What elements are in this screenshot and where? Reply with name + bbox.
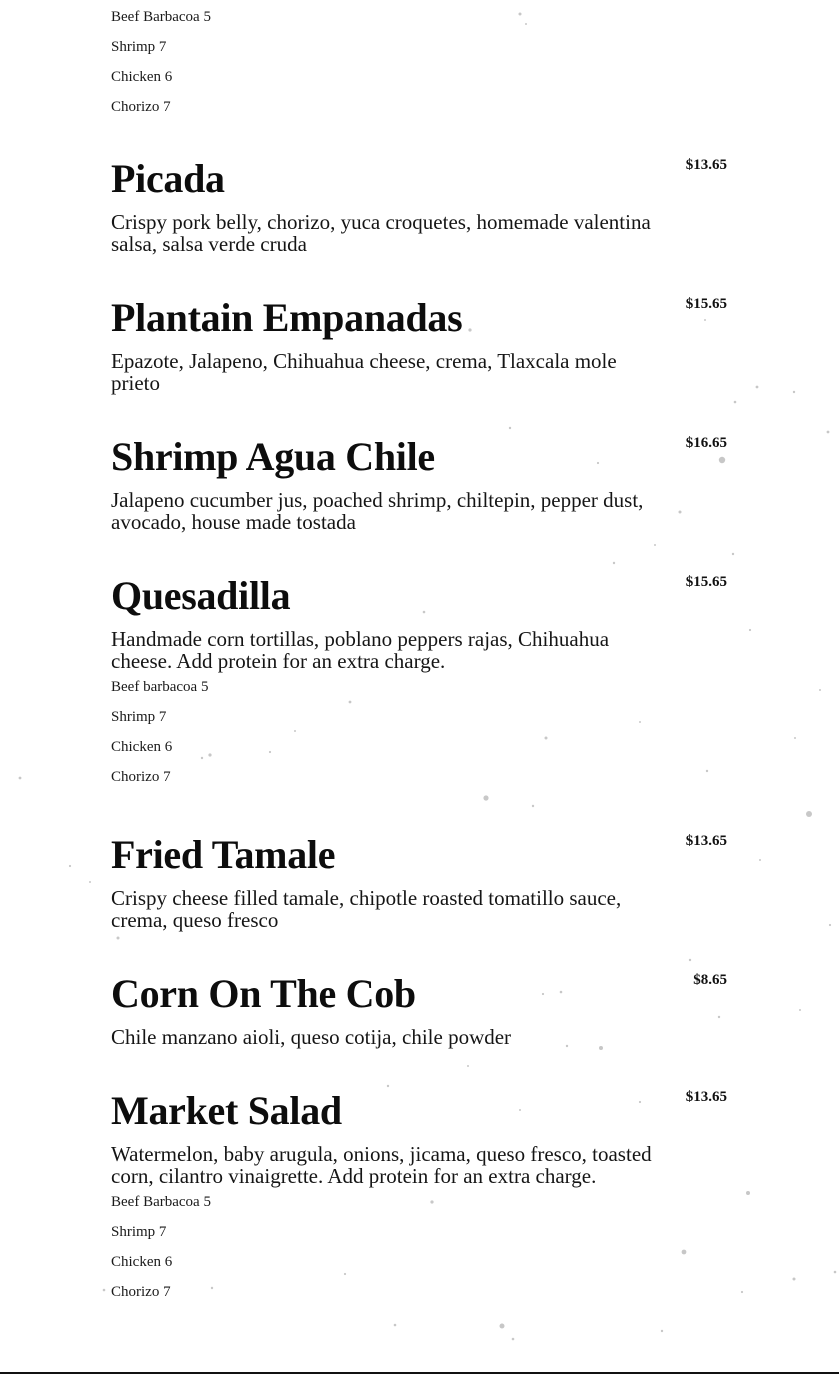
menu-item-plantain-empanadas	[111, 296, 731, 394]
addon-item: Shrimp 7	[111, 39, 167, 55]
item-description: Crispy cheese filled tamale, chipotle roasted tomatillo sauce, crema, queso fresco	[111, 886, 622, 932]
addon-item: Beef barbacoa 5	[111, 679, 209, 695]
item-description: Crispy pork belly, chorizo, yuca croquetes, homemade valentina salsa, salsa verde cruda	[111, 210, 651, 256]
item-name: Corn On The Cob	[111, 971, 416, 1016]
item-price: $15.65	[685, 574, 727, 590]
addon-list	[111, 678, 511, 798]
page-bottom-border	[0, 1372, 839, 1374]
item-price: $16.65	[685, 435, 727, 451]
item-name: Market Salad	[111, 1088, 342, 1133]
item-name: Shrimp Agua Chile	[111, 434, 435, 479]
addon-item: Chicken 6	[111, 69, 173, 85]
addon-item: Chorizo 7	[111, 1284, 171, 1300]
menu-item-market-salad	[111, 1089, 731, 1313]
item-name: Plantain Empanadas	[111, 295, 463, 340]
addon-item: Shrimp 7	[111, 709, 167, 725]
menu-item-quesadilla	[111, 574, 731, 798]
addon-item: Beef Barbacoa 5	[111, 1194, 211, 1210]
addon-item: Shrimp 7	[111, 1224, 167, 1240]
addon-list	[111, 1193, 511, 1313]
item-price: $15.65	[685, 296, 727, 312]
addon-item: Chorizo 7	[111, 769, 171, 785]
item-price: $13.65	[685, 157, 727, 173]
menu-item-shrimp-agua-chile	[111, 435, 731, 533]
addon-item: Chorizo 7	[111, 99, 171, 115]
item-price: $8.65	[693, 972, 727, 988]
item-description: Watermelon, baby arugula, onions, jicama, queso fresco, toasted corn, cilantro vinaigrette. Add protein for an extra charge.	[111, 1142, 652, 1188]
item-description: Epazote, Jalapeno, Chihuahua cheese, crema, Tlaxcala mole prieto	[111, 349, 617, 395]
item-description: Handmade corn tortillas, poblano peppers rajas, Chihuahua cheese. Add protein for an extra charge.	[111, 627, 610, 673]
addon-item: Beef Barbacoa 5	[111, 9, 211, 25]
top-addon-list	[111, 8, 511, 128]
item-price: $13.65	[685, 1089, 727, 1105]
item-description: Chile manzano aioli, queso cotija, chile powder	[111, 1025, 512, 1049]
item-name: Quesadilla	[111, 573, 291, 618]
menu-item-corn-on-the-cob	[111, 972, 731, 1048]
addon-item: Chicken 6	[111, 739, 173, 755]
menu-item-fried-tamale	[111, 833, 731, 931]
item-description: Jalapeno cucumber jus, poached shrimp, chiltepin, pepper dust, avocado, house made tostada	[111, 488, 644, 534]
item-name: Fried Tamale	[111, 832, 336, 877]
item-price: $13.65	[685, 833, 727, 849]
addon-item: Chicken 6	[111, 1254, 173, 1270]
item-name: Picada	[111, 156, 225, 201]
menu-item-picada	[111, 157, 731, 255]
